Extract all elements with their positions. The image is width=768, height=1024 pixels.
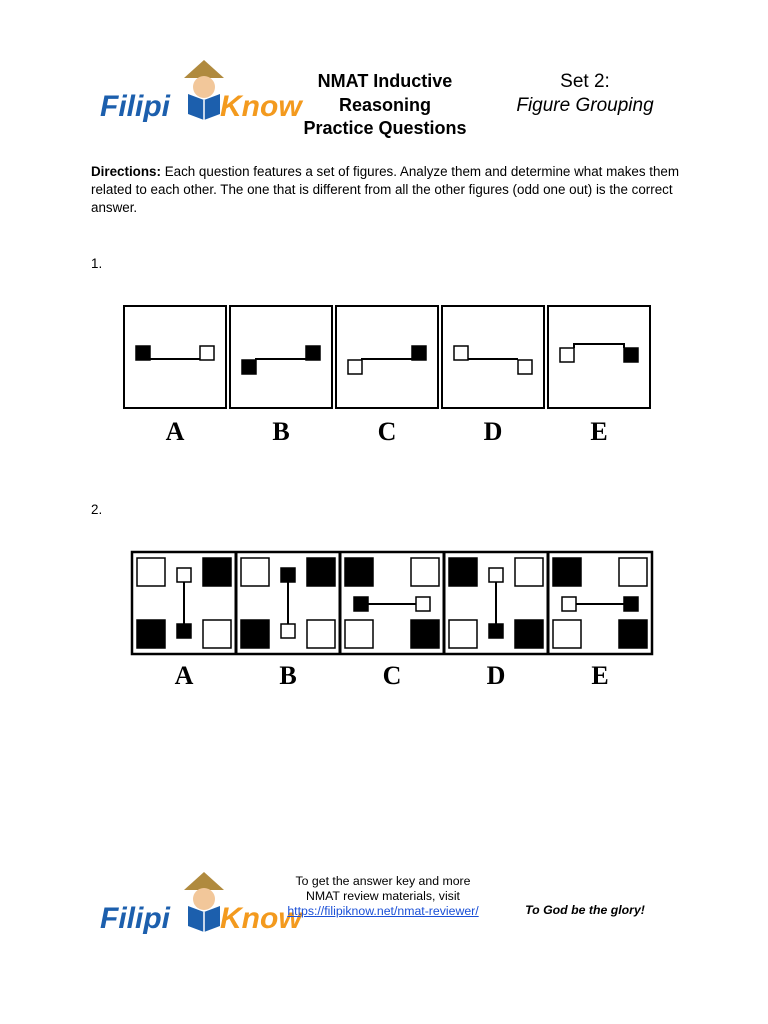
set-label: Set 2: [560,71,610,92]
q2-end-square [281,568,295,582]
footer-text: To get the answer key and more NMAT review materials, visit [295,874,471,903]
q1-left-square [136,346,150,360]
q2-option-label: B [279,661,297,690]
logo-text-know: Know [220,90,302,123]
q2-corner-square [345,620,373,648]
q2-corner-square [307,620,335,648]
q2-corner-square [345,558,373,586]
q2-corner-square [203,620,231,648]
footer-glory: To God be the glory! [525,903,645,917]
q2-corner-square [515,558,543,586]
nmat-reviewer-link[interactable]: https://filipiknow.net/nmat-reviewer/ [287,904,479,918]
page-title [280,70,490,141]
q1-connector [362,359,412,360]
q2-option-a [137,558,231,690]
set-subtitle: Figure Grouping [516,95,654,116]
q1-left-square [560,348,574,362]
q2-option-label: E [591,661,609,690]
q1-right-square [306,346,320,360]
q2-end-square [416,597,430,611]
q2-corner-square [553,558,581,586]
svg-text:Filipi: Filipi [100,902,170,935]
q2-corner-square [241,620,269,648]
q2-corner-square [411,620,439,648]
directions-label: Directions: [91,164,161,179]
q2-end-square [489,624,503,638]
q1-option-b [230,306,332,446]
set-heading [500,70,670,118]
q1-option-label: C [377,417,397,446]
q1-option-e [548,306,650,446]
footer-note [283,874,483,919]
question-2-figure [128,548,652,690]
q2-corner-square [137,620,165,648]
q2-end-square [624,597,638,611]
q2-corner-square [307,558,335,586]
q2-corner-square [515,620,543,648]
q2-option-label: D [486,661,506,690]
q2-end-square [281,624,295,638]
q1-right-square [624,348,638,362]
q1-left-square [348,360,362,374]
q2-end-square [562,597,576,611]
book-reader-icon [92,864,302,956]
q2-corner-square [553,620,581,648]
question-2-number: 2. [91,502,103,517]
q1-right-square [412,346,426,360]
q1-option-d [442,306,544,446]
q1-option-a [124,306,226,446]
q2-corner-square [137,558,165,586]
filipiknow-logo-footer [92,864,302,956]
q2-corner-square [241,558,269,586]
q2-option-label: A [174,661,194,690]
book-reader-icon [92,52,302,144]
q2-corner-square [619,558,647,586]
q2-corner-square [203,558,231,586]
title-line-1: NMAT Inductive [317,71,453,91]
q1-right-square [518,360,532,374]
directions-text: Each question features a set of figures. Analyze them and determine what makes them related to each other. The one that is different from all the other figures (odd one out) is the correct answer. [91,164,680,215]
q1-option-label: A [165,417,185,446]
q1-left-square [242,360,256,374]
q2-end-square [177,568,191,582]
q1-right-square [200,346,214,360]
question-1-number: 1. [91,256,103,271]
directions [91,163,681,217]
logo-text: Filipi [100,90,170,123]
q2-end-square [354,597,368,611]
q1-option-c [336,306,438,446]
q2-corner-square [619,620,647,648]
q1-left-square [454,346,468,360]
q2-corner-square [411,558,439,586]
q1-option-label: D [483,417,503,446]
q2-corner-square [449,558,477,586]
svg-text:Know: Know [220,902,302,935]
q2-corner-square [449,620,477,648]
q2-end-square [489,568,503,582]
q1-option-label: B [272,417,290,446]
title-line-2: Reasoning [338,94,431,115]
q2-option-label: C [382,661,402,690]
question-1-figure [118,300,650,450]
q2-end-square [177,624,191,638]
q1-option-label: E [590,417,608,446]
title-line-3: Practice Questions [303,118,467,138]
filipiknow-logo [92,52,302,144]
q1-connector [256,359,306,360]
